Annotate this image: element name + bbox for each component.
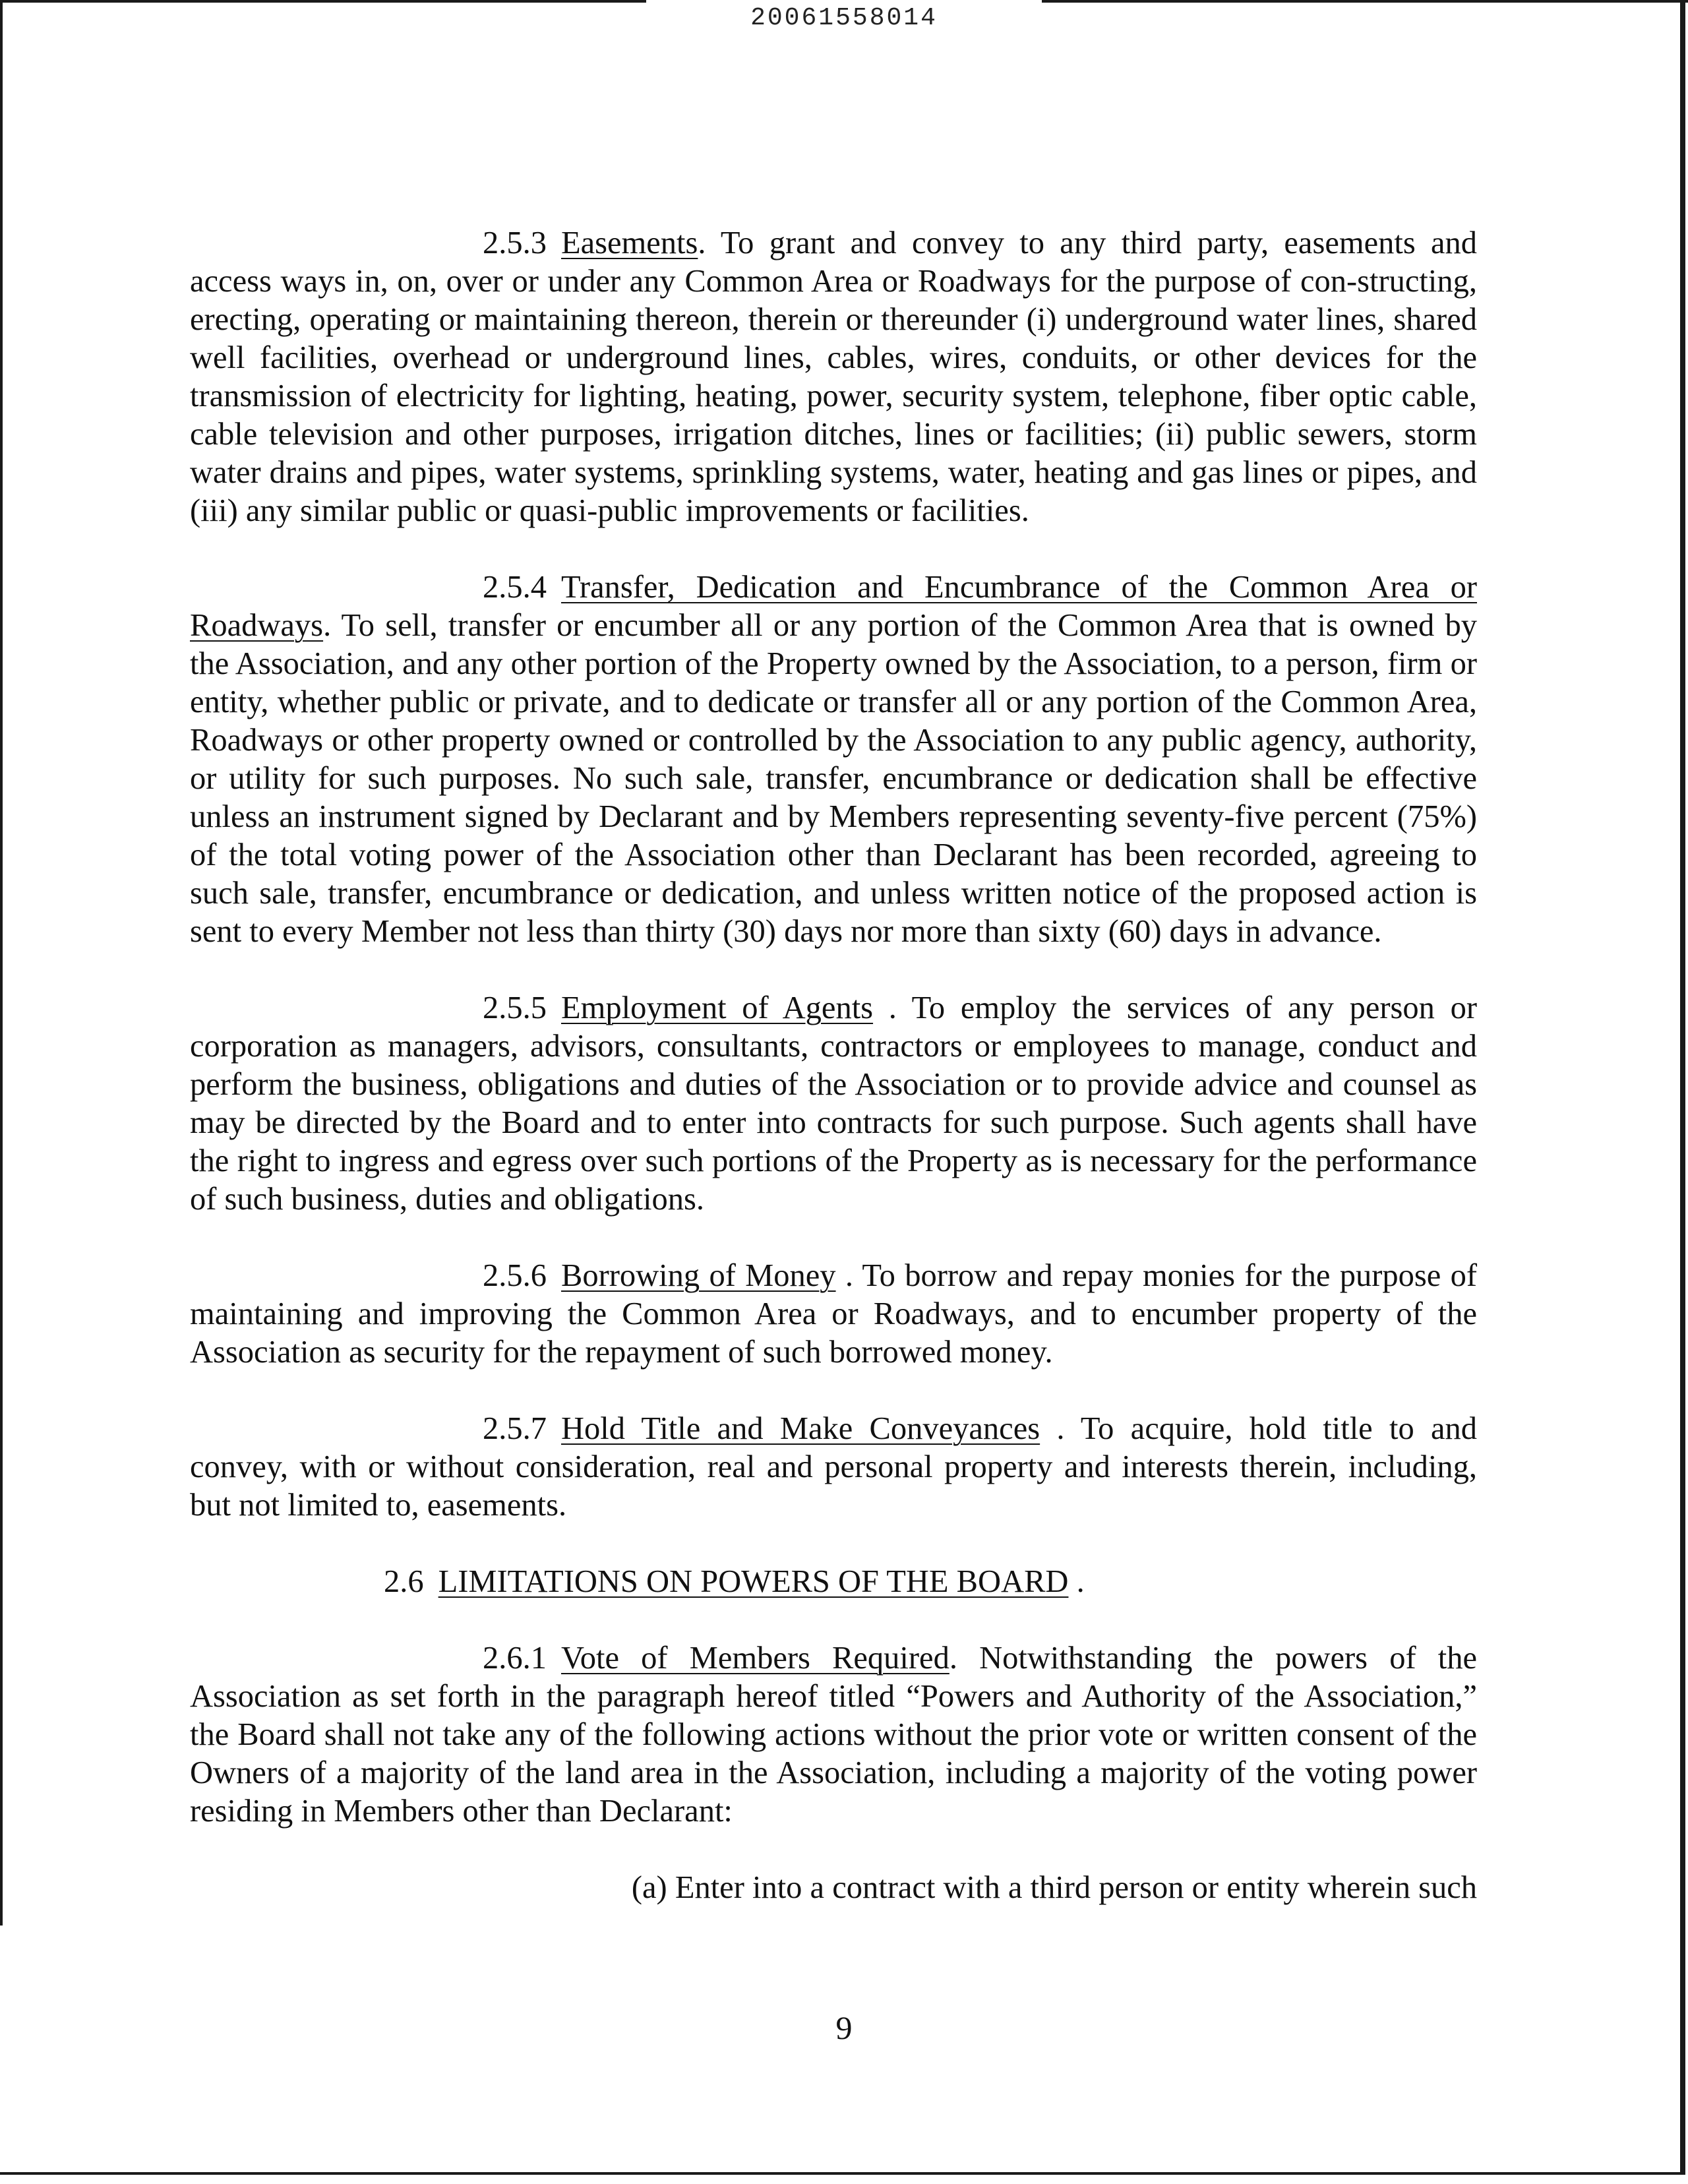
document-body	[190, 224, 1477, 1907]
section-title: LIMITATIONS ON POWERS OF THE BOARD	[438, 1564, 1069, 1599]
page-number: 9	[835, 2009, 853, 2046]
title-punctuation: .	[323, 608, 332, 643]
section-number: 2.5.5	[483, 990, 547, 1025]
section-2-5-6	[190, 1257, 1477, 1372]
section-text: To grant and convey to any third party, easements and access ways in, on, over or under any Common Area or Roadways for the purpose of con-structing, erecting, operating or maintaining thereon, therein or thereunder (i) underground water lines, shared well facilities, overhead or underground lines, cables, wires, conduits, or other devices for the transmission of electricity for lighting, heating, power, security system, telephone, fiber optic cable, cable television and other purposes, irrigation ditches, lines or facilities; (ii) public sewers, storm water drains and pipes, water systems, sprinkling systems, water, heating and gas lines or pipes, and (iii) any similar public or quasi-public improvements or facilities.	[190, 226, 1477, 528]
title-punctuation: .	[1068, 1564, 1085, 1599]
scan-border-right	[1680, 0, 1685, 2173]
section-number: 2.5.4	[483, 570, 547, 605]
section-number: 2.5.7	[483, 1411, 547, 1446]
title-punctuation: .	[698, 226, 706, 260]
document-number: 20061558014	[750, 4, 938, 32]
section-text: To sell, transfer or encumber all or any portion of the Common Area that is owned by the Association, and any other portion of the Property owned by the Association, to a person, firm or entity, whether public or private, and to dedicate or transfer all or any portion of the Common Area, Roadways or other property owned or controlled by the Association to any public agency, authority, or utility for such purposes. No such sale, transfer, encumbrance or dedication shall be effective unless an instrument signed by Declarant and by Members representing seventy-five percent (75%) of the total voting power of the Association other than Declarant has been recorded, agreeing to such sale, transfer, encumbrance or dedication, and unless written notice of the proposed action is sent to every Member not less than thirty (30) days nor more than sixty (60) days in advance.	[190, 608, 1477, 949]
section-2-5-7	[190, 1410, 1477, 1525]
title-punctuation: .	[873, 990, 897, 1025]
title-punctuation: .	[835, 1258, 853, 1293]
scan-border-bottom	[0, 2172, 1685, 2175]
scan-border-top-left	[0, 0, 646, 3]
section-2-5-4	[190, 568, 1477, 951]
section-title: Employment of Agents	[561, 990, 874, 1025]
section-number: 2.6.1	[483, 1641, 547, 1676]
section-number: 2.5.3	[483, 226, 547, 260]
section-text: To employ the services of any person or corporation as managers, advisors, consultants, contractors or employees to manage, conduct and perform the business, obligations and duties of the Association or to provide advice and counsel as may be directed by the Board and to enter into contracts for such purpose. Such agents shall have the right to ingress and egress over such portions of the Property as is necessary for the performance of such business, duties and obligations.	[190, 990, 1477, 1217]
section-2-6-heading	[190, 1563, 1477, 1601]
section-2-6-1	[190, 1639, 1477, 1831]
item-label: (a)	[631, 1870, 667, 1905]
section-title: Hold Title and Make Conveyances	[561, 1411, 1040, 1446]
section-title: Vote of Members Required	[561, 1641, 950, 1676]
section-title: Borrowing of Money	[561, 1258, 836, 1293]
list-item-a	[190, 1869, 1477, 1907]
section-title: Transfer, Dedication and Encumbrance of the Common Area or Roadways	[190, 570, 1477, 643]
section-text: Notwithstanding the powers of the Association as set forth in the paragraph hereof titled “Powers and Authority of the Association,” the Board shall not take any of the following actions without the prior vote or written consent of the Owners of a majority of the land area in the Association, including a majority of the voting power residing in Members other than Declarant:	[190, 1641, 1477, 1829]
section-number: 2.6	[384, 1564, 424, 1599]
title-punctuation: .	[949, 1641, 957, 1676]
section-text: To borrow and repay monies for the purpose of maintaining and improving the Common Area or Roadways, and to encumber property of the Association as security for the repayment of such borrowed money.	[190, 1258, 1478, 1370]
section-2-5-5	[190, 989, 1477, 1219]
scan-border-top-right	[1042, 0, 1688, 3]
title-punctuation: .	[1040, 1411, 1065, 1446]
section-number: 2.5.6	[483, 1258, 547, 1293]
section-2-5-3	[190, 224, 1477, 530]
section-text: To acquire, hold title to and convey, with or without consideration, real and personal property and interests therein, including, but not limited to, easements.	[190, 1411, 1478, 1523]
scan-border-left	[0, 0, 3, 1926]
section-title: Easements	[561, 226, 698, 260]
item-text: Enter into a contract with a third person or entity wherein such	[675, 1870, 1477, 1905]
